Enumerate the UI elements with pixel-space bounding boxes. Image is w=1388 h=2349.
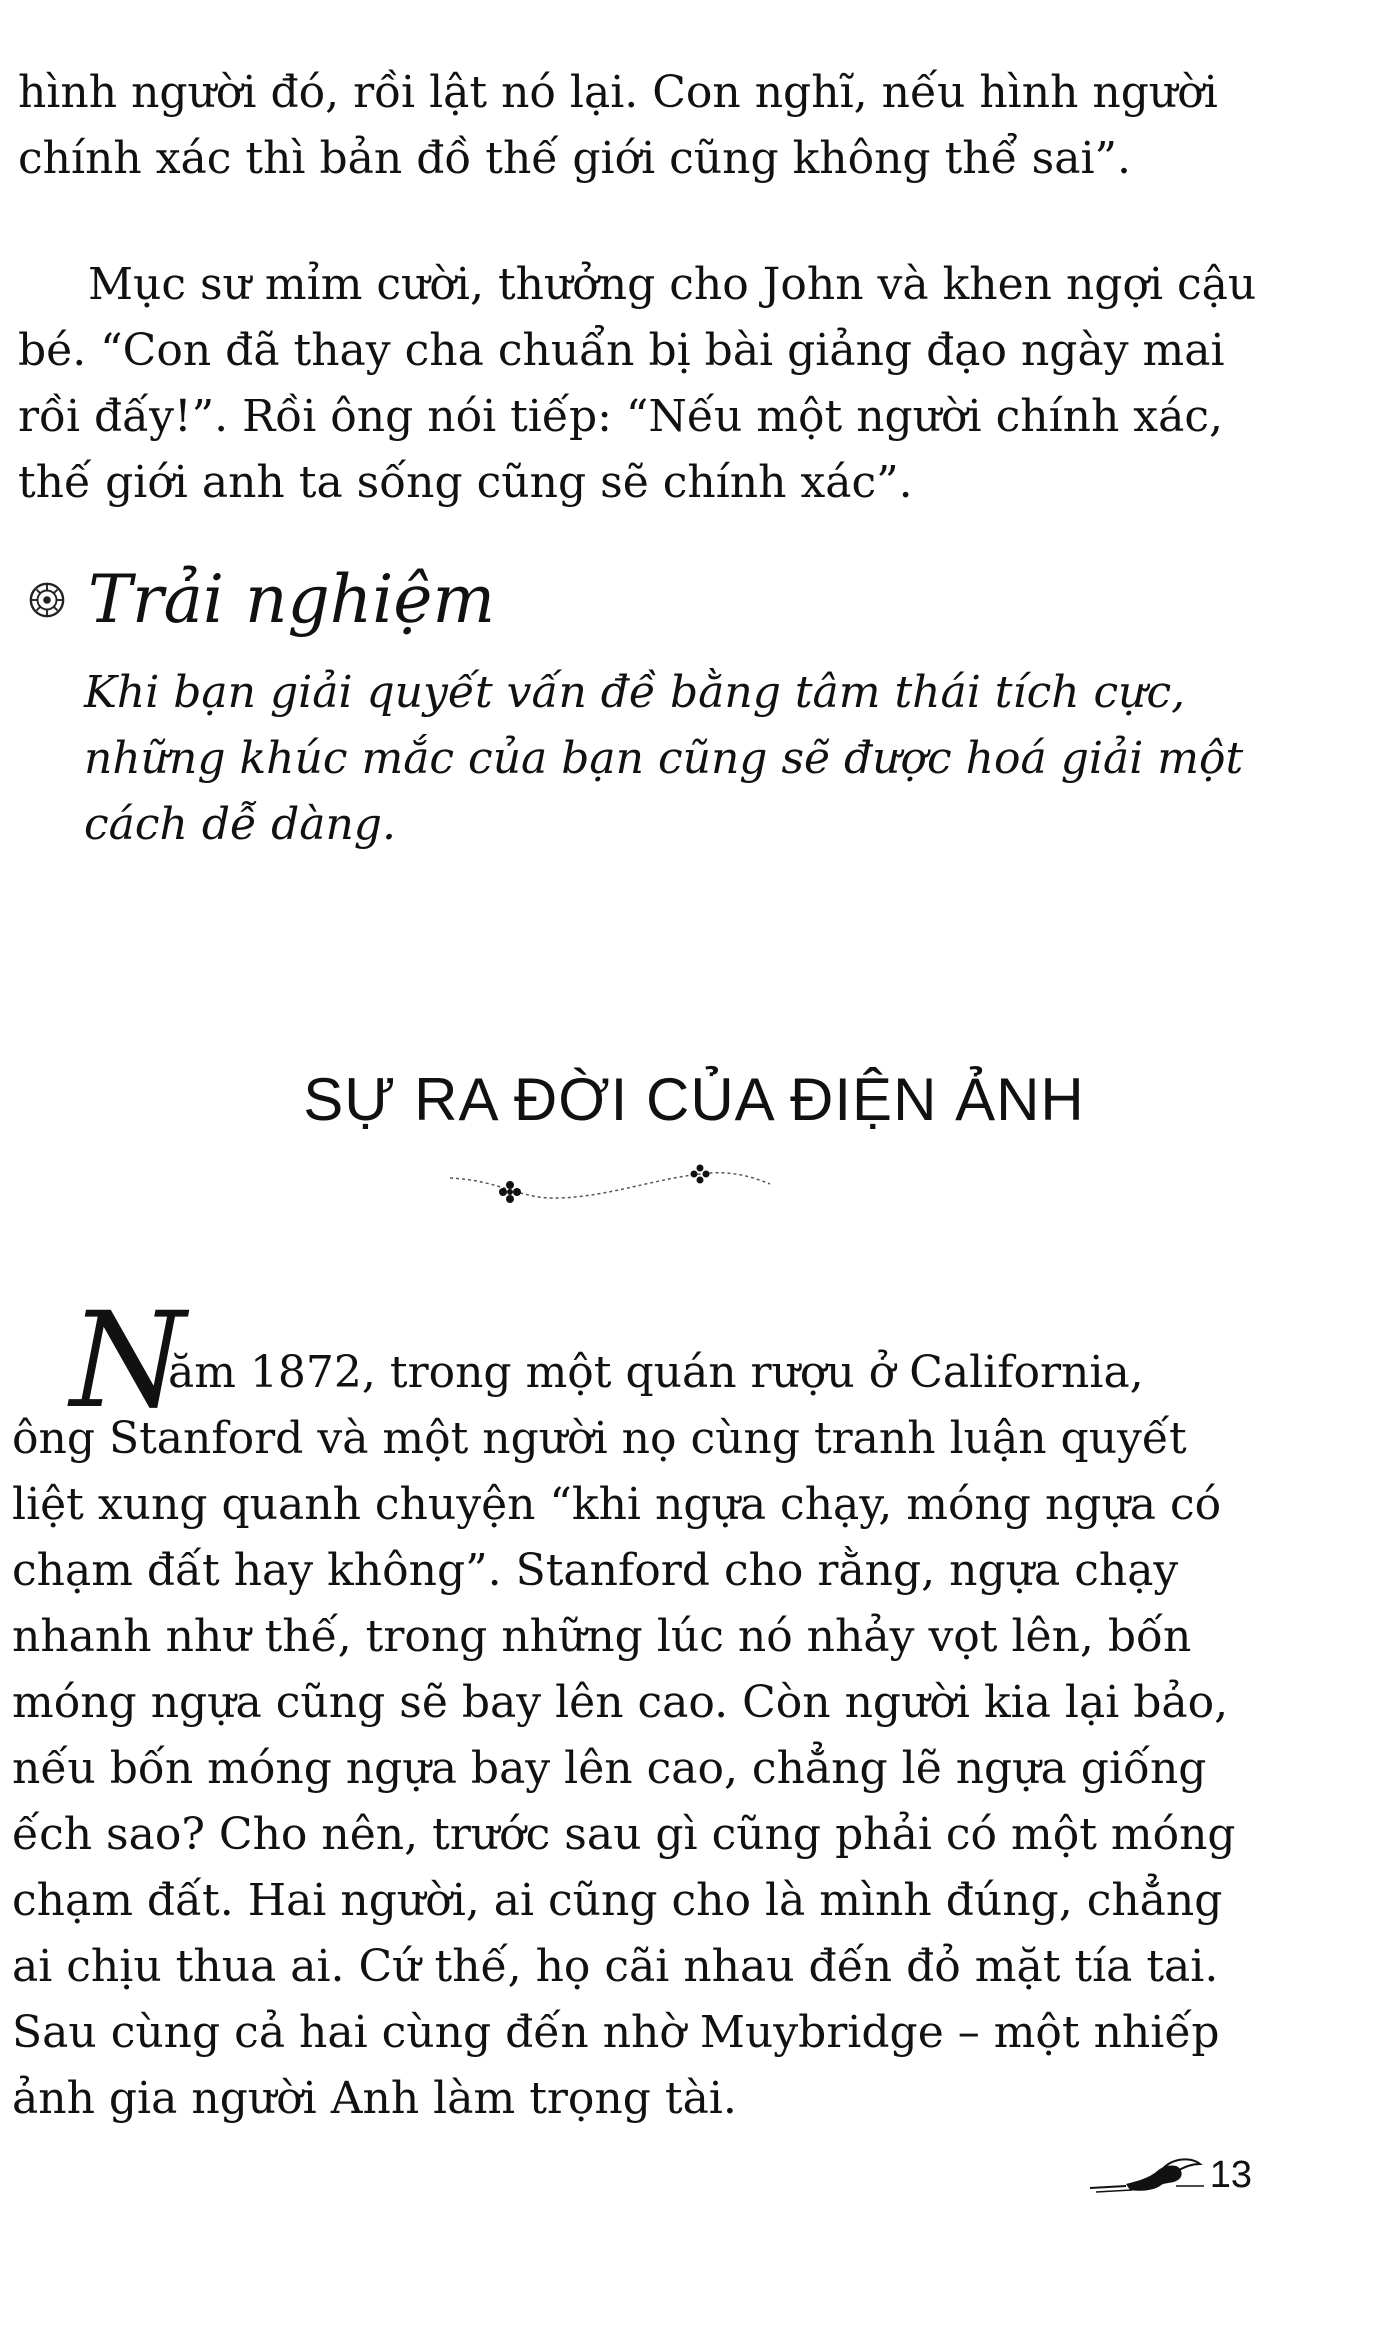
bird-ornament-icon <box>1086 2150 1206 2200</box>
text-line: ông Stanford và một người nọ cùng tranh luận quyết <box>12 1413 1187 1464</box>
text-line: nếu bốn móng ngựa bay lên cao, chẳng lẽ ngựa giống <box>12 1743 1207 1794</box>
experience-paragraph <box>84 660 1243 858</box>
text-line: ếch sao? Cho nên, trước sau gì cũng phải có một móng <box>12 1809 1236 1860</box>
text-line: những khúc mắc của bạn cũng sẽ được hoá giải một <box>84 733 1244 784</box>
text-line: rồi đấy!”. Rồi ông nói tiếp: “Nếu một người chính xác, <box>18 391 1223 442</box>
text-line: Mục sư mỉm cười, thưởng cho John và khen ngợi cậu <box>88 259 1257 310</box>
text-line: liệt xung quanh chuyện “khi ngựa chạy, móng ngựa có <box>12 1479 1222 1530</box>
text-line: Khi bạn giải quyết vấn đề bằng tâm thái tích cực, <box>84 667 1186 718</box>
story-first-line <box>168 1340 1144 1406</box>
text-line: chạm đất. Hai người, ai cũng cho là mình đúng, chẳng <box>12 1875 1223 1926</box>
text-line: hình người đó, rồi lật nó lại. Con nghĩ, nếu hình người <box>18 67 1218 118</box>
text-line: ảnh gia người Anh làm trọng tài. <box>12 2073 737 2124</box>
story-title: SỰ RA ĐỜI CỦA ĐIỆN ẢNH <box>303 1066 1085 1133</box>
section-heading-text: Trải nghiệm <box>88 561 496 638</box>
text-line: chính xác thì bản đồ thế giới cũng không thể sai”. <box>18 133 1132 184</box>
drop-cap: N <box>70 1284 186 1438</box>
text-line: chạm đất hay không”. Stanford cho rằng, ngựa chạy <box>12 1545 1179 1596</box>
story-paragraph <box>12 1406 1236 2132</box>
flower-bullet-icon <box>28 581 66 619</box>
page-footer <box>1086 2150 1252 2200</box>
experience-heading <box>28 560 495 640</box>
text-line: thế giới anh ta sống cũng sẽ chính xác”. <box>18 457 913 508</box>
text-line: cách dễ dàng. <box>84 799 396 850</box>
intro-paragraph-2 <box>18 252 1256 516</box>
text-line: móng ngựa cũng sẽ bay lên cao. Còn người kia lại bảo, <box>12 1677 1229 1728</box>
text-line: ăm 1872, trong một quán rượu ở California, <box>168 1347 1144 1398</box>
text-line: bé. “Con đã thay cha chuẩn bị bài giảng đạo ngày mai <box>18 325 1225 376</box>
page-number: 13 <box>1209 2153 1252 2196</box>
text-line: Sau cùng cả hai cùng đến nhờ Muybridge – một nhiếp <box>12 2007 1220 2058</box>
text-line: ai chịu thua ai. Cứ thế, họ cãi nhau đến đỏ mặt tía tai. <box>12 1941 1219 1992</box>
text-line: nhanh như thế, trong những lúc nó nhảy vọt lên, bốn <box>12 1611 1192 1662</box>
flourish-ornament-icon <box>440 1150 780 1220</box>
intro-paragraph <box>18 60 1218 192</box>
